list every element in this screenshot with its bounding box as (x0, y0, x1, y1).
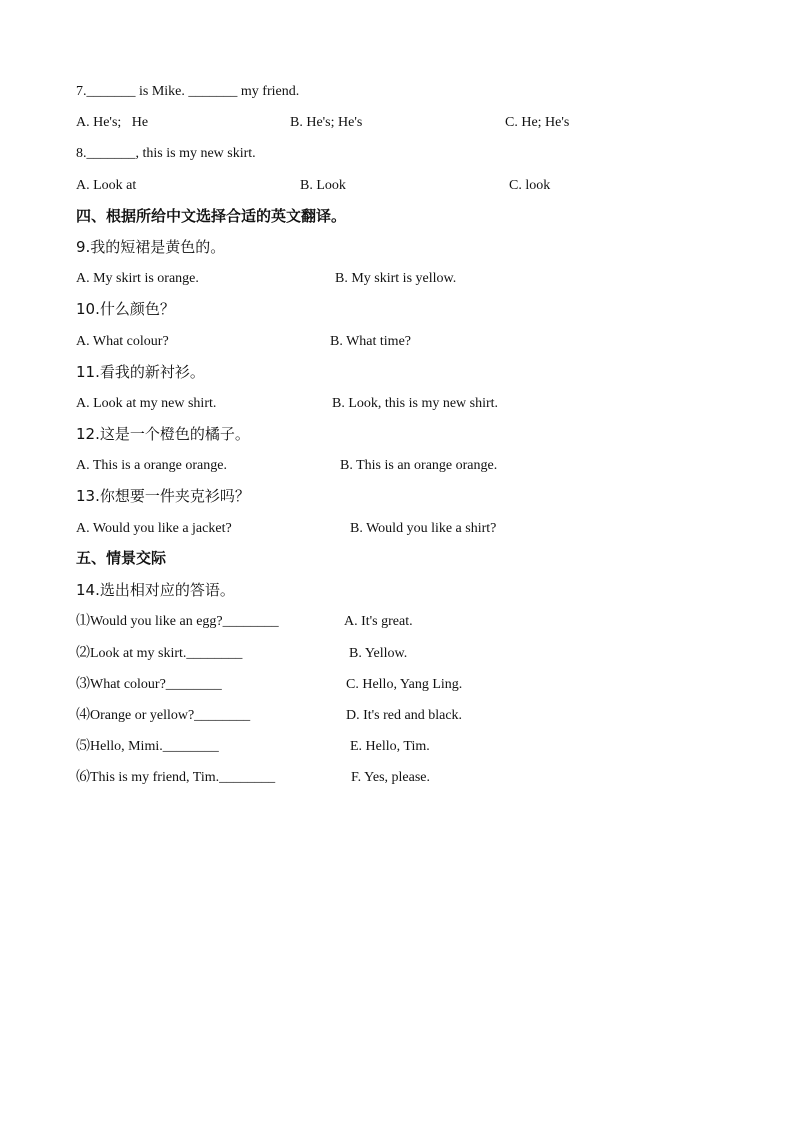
match-right-c: C. Hello, Yang Ling. (346, 677, 463, 692)
question-12: 12.这是一个橙色的橘子。 (76, 425, 250, 443)
q7-option-a: A. He's; He (76, 115, 149, 130)
match-left-1: ⑴Would you like an egg?________ (76, 614, 279, 629)
question-13: 13.你想要一件夹克衫吗？ (76, 487, 250, 505)
question-9: 9.我的短裙是黄色的。 (76, 238, 226, 256)
match-left-3: ⑶What colour?________ (76, 677, 222, 692)
q8-option-b: B. Look (300, 178, 346, 193)
section-4-heading: 四、根据所给中文选择合适的英文翻译。 (76, 207, 347, 225)
question-11: 11.看我的新衬衫。 (76, 363, 205, 381)
q9-option-a: A. My skirt is orange. (76, 271, 199, 286)
q11-option-a: A. Look at my new shirt. (76, 396, 217, 411)
question-10: 10.什么颜色？ (76, 300, 175, 318)
q10-option-b: B. What time? (330, 334, 411, 349)
q12-option-b: B. This is an orange orange. (340, 458, 498, 473)
question-8: 8._______, this is my new skirt. (76, 146, 256, 161)
match-right-b: B. Yellow. (349, 646, 408, 661)
q13-option-b: B. Would you like a shirt? (350, 521, 497, 536)
q7-option-b: B. He's; He's (290, 115, 363, 130)
q8-option-a: A. Look at (76, 178, 137, 193)
q12-option-a: A. This is a orange orange. (76, 458, 227, 473)
question-14: 14.选出相对应的答语。 (76, 581, 235, 599)
section-5-heading: 五、情景交际 (76, 549, 167, 567)
match-left-4: ⑷Orange or yellow?________ (76, 708, 251, 723)
match-left-5: ⑸Hello, Mimi.________ (76, 739, 219, 754)
match-left-2: ⑵Look at my skirt.________ (76, 646, 243, 661)
q13-option-a: A. Would you like a jacket? (76, 521, 232, 536)
q10-option-a: A. What colour? (76, 334, 169, 349)
q11-option-b: B. Look, this is my new shirt. (332, 396, 499, 411)
match-right-e: E. Hello, Tim. (350, 739, 430, 754)
match-left-6: ⑹This is my friend, Tim.________ (76, 770, 276, 785)
q9-option-b: B. My skirt is yellow. (335, 271, 457, 286)
match-right-f: F. Yes, please. (351, 770, 430, 785)
q8-option-c: C. look (509, 178, 551, 193)
q7-option-c: C. He; He's (505, 115, 570, 130)
question-7: 7._______ is Mike. _______ my friend. (76, 84, 300, 99)
match-right-d: D. It's red and black. (346, 708, 463, 723)
match-right-a: A. It's great. (344, 614, 413, 629)
